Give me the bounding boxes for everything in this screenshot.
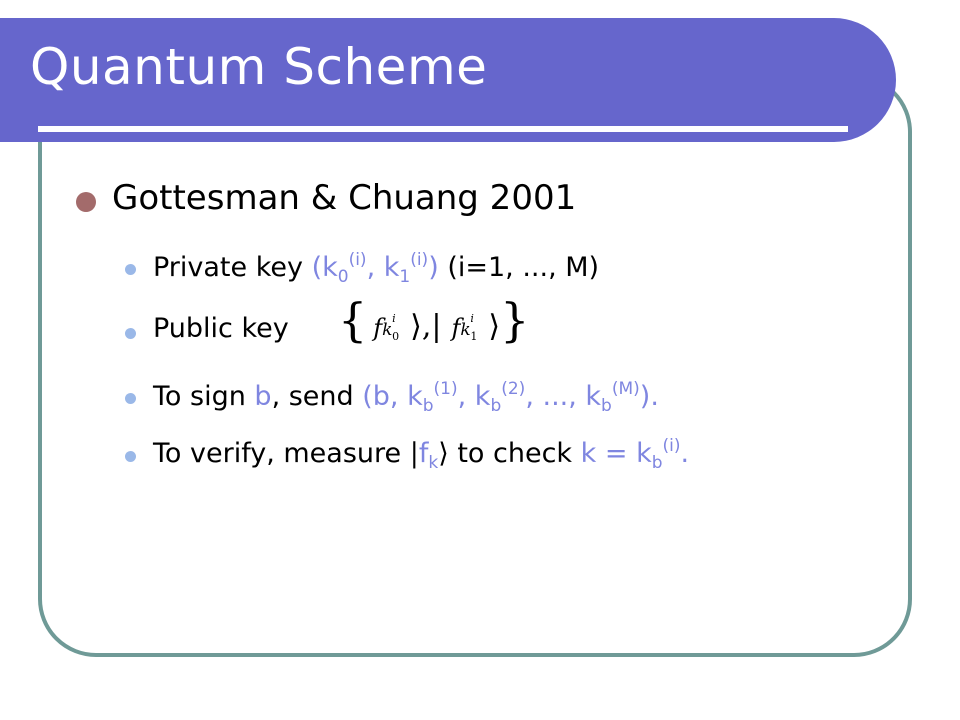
sig-sup1: (1) — [433, 379, 458, 399]
sig-sub2: b — [490, 396, 502, 416]
public-key-formula — [338, 293, 529, 347]
verify-line — [153, 436, 689, 473]
ket-right-glyph: ⟩ — [438, 438, 449, 469]
sig-sub3: b — [601, 396, 612, 416]
k0-sup: (i) — [348, 250, 367, 270]
sig-close: ). — [639, 381, 659, 412]
sig-mid2: , ..., k — [525, 381, 602, 412]
f-symbol: f — [451, 314, 461, 342]
key-close: ) — [428, 252, 439, 283]
slide-title: Quantum Scheme — [30, 38, 488, 96]
ket-close-glyph: ⟩ — [488, 309, 501, 344]
bullet-level2 — [125, 328, 136, 339]
k0-sub: 0 — [337, 267, 349, 287]
key-open: (k — [311, 252, 338, 283]
check-sup: (i) — [662, 436, 681, 456]
check-dot: . — [680, 438, 690, 469]
k-symbol: k — [460, 320, 471, 340]
private-key-line — [153, 250, 599, 287]
k1-sub: 1 — [399, 267, 411, 287]
heading: Gottesman & Chuang 2001 — [112, 178, 577, 218]
key-range: (i=1, ..., M) — [438, 252, 600, 283]
bullet-level2 — [125, 264, 136, 275]
bit-b: b — [254, 381, 272, 412]
sub-0: 0 — [392, 330, 400, 343]
k-equality: k = k — [580, 438, 652, 469]
k-symbol: k — [382, 320, 393, 340]
sign-line — [153, 379, 659, 416]
bullet-level2 — [125, 451, 136, 462]
k1-index — [460, 312, 488, 343]
k0-index — [382, 312, 410, 343]
sig-mid1: , k — [457, 381, 491, 412]
sig-open: (b, k — [362, 381, 423, 412]
sup-i: i — [470, 312, 474, 325]
check-label: to check — [448, 438, 581, 469]
left-brace-glyph: { — [338, 293, 368, 347]
ket-left-glyph: | — [409, 438, 419, 469]
sup-i: i — [392, 312, 396, 325]
bullet-level1 — [76, 192, 96, 212]
sig-sub1: b — [422, 396, 434, 416]
right-brace-glyph: } — [500, 293, 530, 347]
sig-sup2: (2) — [501, 379, 526, 399]
bullet-level2 — [125, 393, 136, 404]
public-key-label: Public key — [153, 313, 289, 344]
key-sep: , k — [366, 252, 400, 283]
verify-label: To verify, measure — [153, 438, 410, 469]
sub-1: 1 — [470, 330, 478, 343]
sign-label: To sign — [153, 381, 255, 412]
send-label: , send — [271, 381, 363, 412]
private-key-label: Private key — [153, 252, 312, 283]
check-sub: b — [651, 453, 663, 473]
ket-f: f — [418, 438, 429, 469]
f-symbol: f — [373, 314, 383, 342]
slide-frame — [38, 74, 912, 657]
sig-sup3: (M) — [611, 379, 640, 399]
ket-sub: k — [428, 453, 439, 473]
ket-close-glyph: ⟩,| — [410, 309, 442, 344]
title-underline — [38, 126, 848, 132]
k1-sup: (i) — [410, 250, 429, 270]
